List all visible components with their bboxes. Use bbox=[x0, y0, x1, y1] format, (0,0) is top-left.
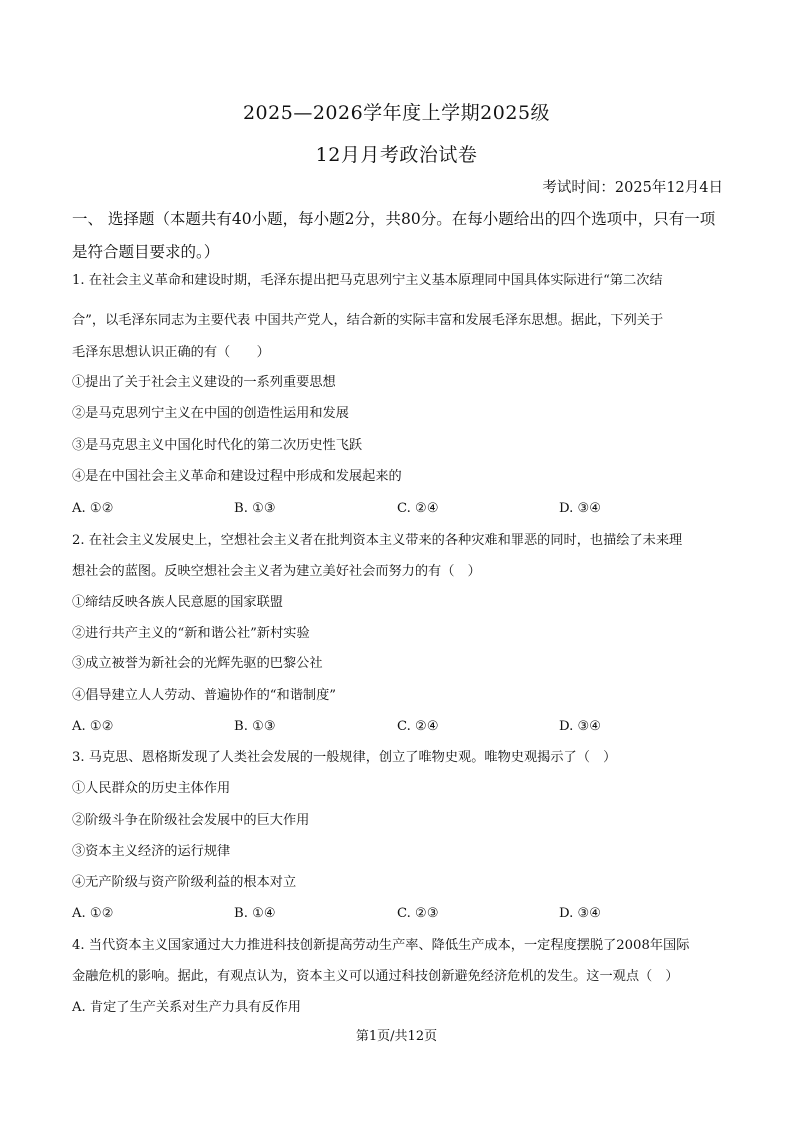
question-1-stem-line-2: 合”，以毛泽东同志为主要代表 中国共产党人，结合新的实际丰富和发展毛泽东思想。据此，下列关于 bbox=[72, 313, 664, 328]
question-2-option-b: B. ①③ bbox=[234, 719, 276, 734]
page-number: 第1页/共12页 bbox=[355, 1029, 438, 1044]
question-2-item-3: ③成立被誉为新社会的光辉先驱的巴黎公社 bbox=[72, 656, 323, 671]
question-3-option-c: C. ②③ bbox=[397, 906, 439, 921]
question-4-option-a: A. 肯定了生产关系对生产力具有反作用 bbox=[72, 1000, 301, 1015]
section-heading: 一、 选择题（本题共有40小题，每小题2分，共80分。在每小题给出的四个选项中，只有一项是符合题目要求的。） bbox=[72, 210, 716, 261]
question-2-option-c: C. ②④ bbox=[397, 719, 439, 734]
question-2-item-4: ④倡导建立人人劳动、普遍协作的“和谐制度” bbox=[72, 688, 337, 703]
question-2-item-1: ①缔结反映各族人民意愿的国家联盟 bbox=[72, 595, 283, 610]
question-2-stem-line-2: 想社会的蓝图。反映空想社会主义者为建立美好社会而努力的有（ ） bbox=[72, 564, 481, 579]
question-3-item-4: ④无产阶级与资产阶级利益的根本对立 bbox=[72, 875, 297, 890]
question-3-option-a: A. ①② bbox=[72, 906, 114, 921]
question-2-stem-line-1: 2. 在社会主义发展史上，空想社会主义者在批判资本主义带来的各种灾难和罪恶的同时，也描绘了未来理 bbox=[72, 533, 683, 548]
question-2-item-2: ②进行共产主义的“新和谐公社”新村实验 bbox=[72, 626, 310, 641]
question-1-option-c: C. ②④ bbox=[397, 501, 439, 516]
exam-title-line2: 12月月考政治试卷 bbox=[315, 144, 478, 166]
question-4-stem-line-1: 4. 当代资本主义国家通过大力推进科技创新提高劳动生产率、降低生产成本，一定程度摆脱了2008年国际 bbox=[72, 938, 690, 953]
question-1-item-1: ①提出了关于社会主义建设的一系列重要思想 bbox=[72, 375, 336, 390]
question-1-item-3: ③是马克思主义中国化时代化的第二次历史性飞跃 bbox=[72, 438, 363, 453]
question-3-option-d: D. ③④ bbox=[559, 906, 602, 921]
question-1-stem-line-1: 1. 在社会主义革命和建设时期，毛泽东提出把马克思列宁主义基本原理同中国具体实际进行“第二次结 bbox=[72, 273, 663, 288]
question-2-option-a: A. ①② bbox=[72, 719, 114, 734]
question-1-option-a: A. ①② bbox=[72, 501, 114, 516]
question-1-item-4: ④是在中国社会主义革命和建设过程中形成和发展起来的 bbox=[72, 469, 402, 484]
question-1-option-d: D. ③④ bbox=[559, 501, 602, 516]
question-1-option-b: B. ①③ bbox=[234, 501, 276, 516]
question-3-option-b: B. ①④ bbox=[234, 906, 276, 921]
question-4-stem-line-2: 金融危机的影响。据此，有观点认为，资本主义可以通过科技创新避免经济危机的发生。这一观点（ ） bbox=[72, 969, 679, 984]
question-3-stem-line-1: 3. 马克思、恩格斯发现了人类社会发展的一般规律，创立了唯物史观。唯物史观揭示了（ ） bbox=[72, 750, 617, 765]
exam-time: 考试时间：2025年12月4日 bbox=[542, 180, 723, 196]
question-1-stem-line-3: 毛泽东思想认识正确的有（ ） bbox=[72, 345, 270, 360]
question-3-item-1: ①人民群众的历史主体作用 bbox=[72, 781, 231, 796]
question-2-option-d: D. ③④ bbox=[559, 719, 602, 734]
exam-title-line1: 2025—2026学年度上学期2025级 bbox=[242, 102, 551, 124]
question-3-item-2: ②阶级斗争在阶级社会发展中的巨大作用 bbox=[72, 813, 310, 828]
question-1-item-2: ②是马克思列宁主义在中国的创造性运用和发展 bbox=[72, 406, 349, 421]
question-3-item-3: ③资本主义经济的运行规律 bbox=[72, 844, 231, 859]
